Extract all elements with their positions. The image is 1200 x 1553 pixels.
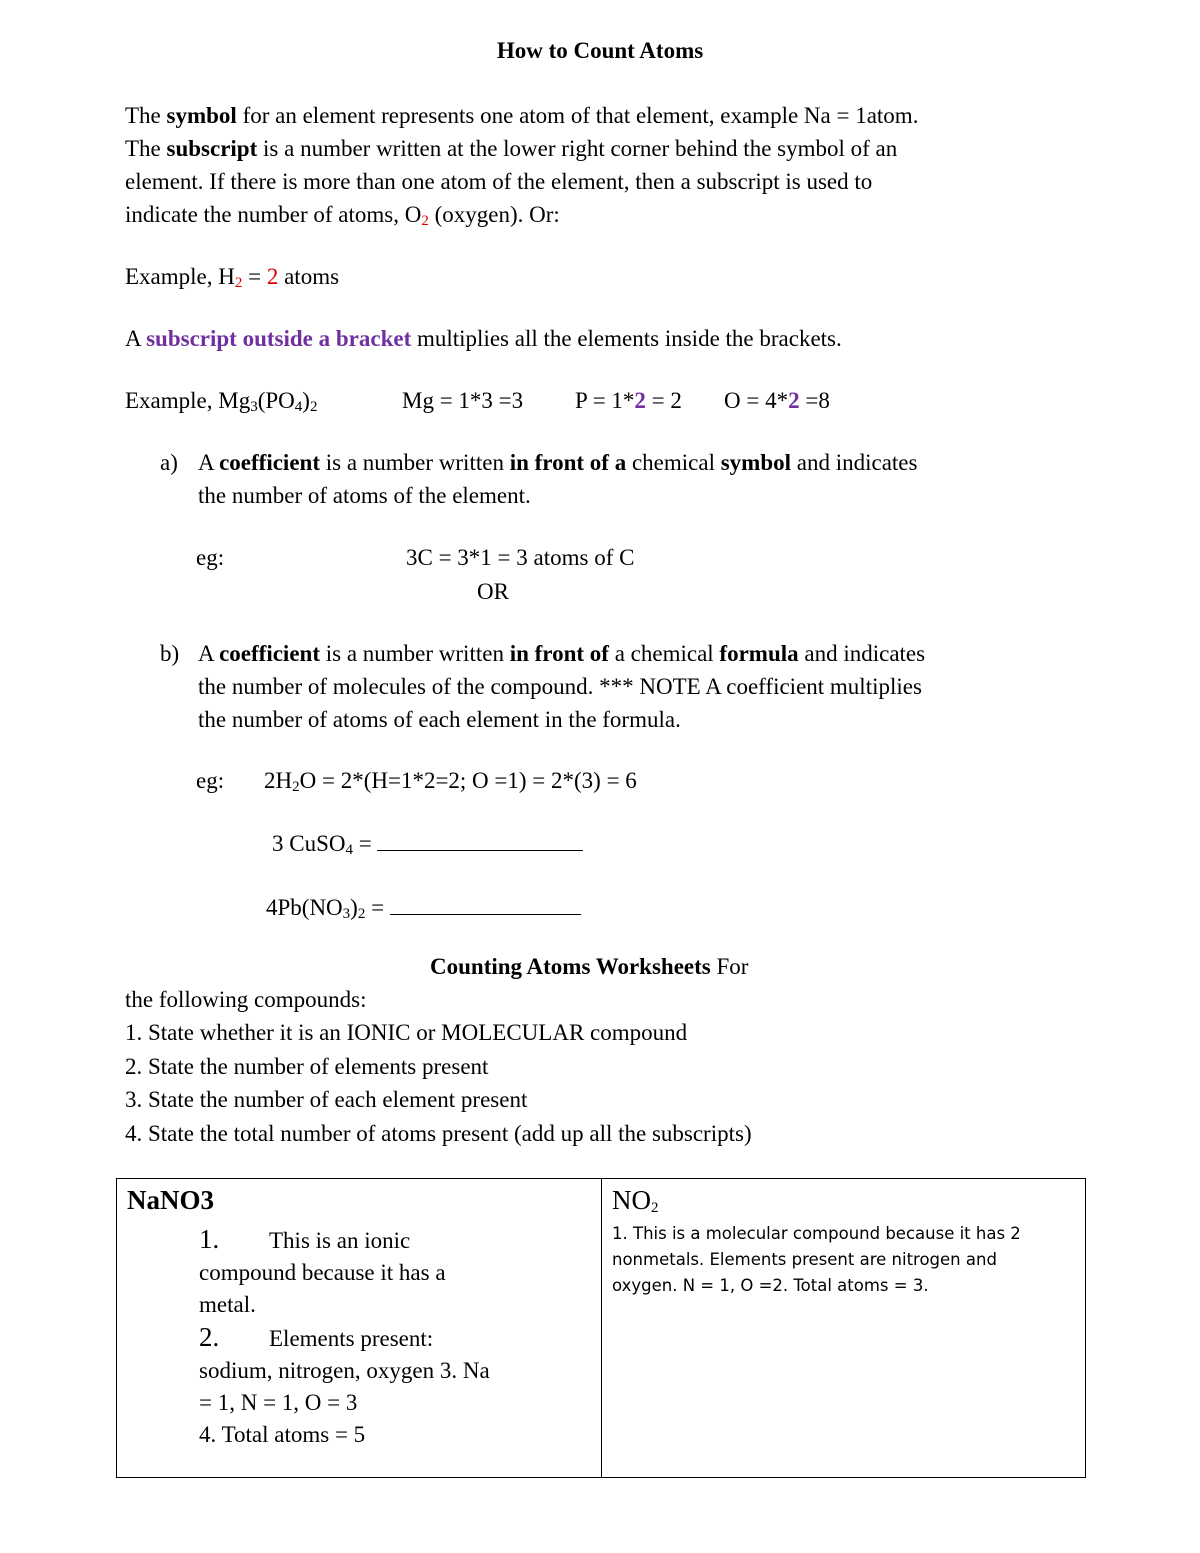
worksheet-heading: Counting Atoms Worksheets For [430,954,749,979]
example-h2: Example, $H_2 = 2$ atoms [125,264,340,291]
intro-line-4: indicate the number of atoms, $O_2$ (oxygen). Or: [125,202,560,229]
table-cell-nano3 [117,1179,602,1478]
example-mg-count: Mg = 1*3 =3 [402,388,524,413]
intro-line-1: The symbol for an element represents one atom of that element, example Na = 1atom. [125,103,919,128]
worksheet-step-3: 3. State the number of each element present [125,1087,528,1112]
page-title: How to Count Atoms [496,38,704,63]
table-cell-no2 [602,1179,1086,1478]
item-a-letter: a) [160,450,178,475]
worksheet-step-2: 2. State the number of elements present [125,1054,489,1079]
item-b-equation: $2H_2O = 2*(H=1*2=2$; O =1) = 2*(3) = 6 [264,768,637,795]
compound-title-no2: $NO_2$ [612,1185,659,1216]
answer-blank-pbno32[interactable] [390,892,581,915]
answer-no2: 1. This is a molecular compound because it has 2 nonmetals. Elements present are nitrogen and oxygen. N = 1, O =2. Total atoms = 3. [612,1224,1021,1295]
item-b-eg: eg: [196,768,225,793]
worksheet-table [116,1178,1086,1478]
question-pbno32: $4Pb(NO_3)_2$ = [266,892,581,923]
item-b-line-1: A coefficient is a number written in front of a chemical formula and indicates [198,641,926,666]
item-a-line-1: A coefficient is a number written in front of a chemical symbol and indicates [198,450,918,475]
compound-title-nano3: NaNO3 [127,1185,214,1215]
item-a-or: OR [477,579,509,604]
worksheet-step-4: 4. State the total number of atoms present (add up all the subscripts) [125,1121,752,1146]
bracket-rule: A subscript outside a bracket multiplies all the elements inside the brackets. [125,326,842,351]
item-b-letter: b) [160,641,180,666]
answer-blank-cuso4[interactable] [377,828,583,851]
worksheet-step-1: 1. State whether it is an IONIC or MOLECULAR compound [125,1020,688,1045]
worksheet-intro: the following compounds: [125,987,367,1012]
example-p-count: P = 1*2 = 2 [575,388,682,413]
example-mg3po42: Example, $Mg_3(PO_4)_2$ [125,388,318,415]
question-cuso4: 3 CuSO$_4$ = [272,828,583,859]
intro-line-2: The subscript is a number written at the lower right corner behind the symbol of an [125,136,898,161]
intro-line-3: element. If there is more than one atom of the element, then a subscript is used to [125,169,873,194]
item-b-line-3: the number of atoms of each element in the formula. [198,707,681,732]
item-b-line-2: the number of molecules of the compound. *** NOTE A coefficient multiplies [198,674,922,699]
item-a-line-2: the number of atoms of the element. [198,483,531,508]
answer-nano3: 1. This is an ionic compound because it has a metal. 2. Elements present: sodium, nitrogen, oxygen 3. Na = 1, N = 1, O = 3 4. Total atoms = 5 [199,1224,490,1447]
item-a-equation: 3C = 3*1 = 3 atoms of C [406,545,635,570]
example-o-count: O = 4*2 =8 [724,388,830,413]
item-a-eg: eg: [196,545,225,570]
